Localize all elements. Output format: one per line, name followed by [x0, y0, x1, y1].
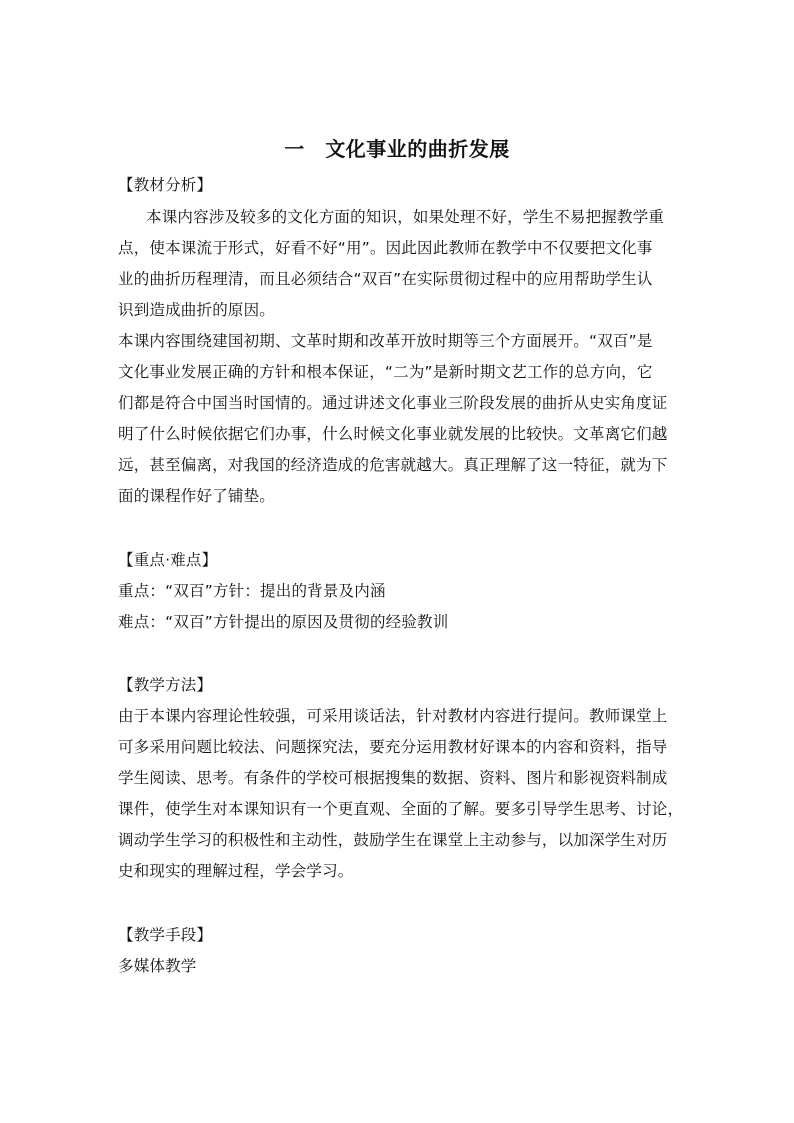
- page-title: 一 文化事业的曲折发展: [284, 137, 510, 161]
- methods-line: 课件，使学生对本课知识有一个更直观、全面的了解。要多引导学生思考、讨论，: [118, 800, 684, 818]
- means-line: 多媒体教学: [118, 957, 197, 975]
- analysis-line: 面的课程作好了铺垫。: [118, 487, 276, 505]
- analysis-line: 本课内容围绕建国初期、文革时期和改革开放时期等三个方面展开。“双百”是: [118, 332, 653, 350]
- methods-line: 学生阅读、思考。有条件的学校可根据搜集的数据、资料、图片和影视资料制成: [118, 769, 668, 787]
- analysis-line: 本课内容涉及较多的文化方面的知识，如果处理不好，学生不易把握教学重: [146, 208, 665, 226]
- methods-line: 由于本课内容理论性较强，可采用谈话法，针对教材内容进行提问。教师课堂上: [118, 707, 668, 725]
- methods-line: 史和现实的理解过程，学会学习。: [118, 862, 354, 880]
- analysis-line: 明了什么时候依据它们办事，什么时候文化事业就发展的比较快。文革离它们越: [118, 425, 668, 443]
- methods-line: 调动学生学习的积极性和主动性，鼓励学生在课堂上主动参与，以加深学生对历: [118, 831, 668, 849]
- keypoint-line: 重点：“双百”方针：提出的背景及内涵: [118, 582, 386, 600]
- section-heading-means: 【教学手段】: [118, 926, 213, 944]
- analysis-line: 们都是符合中国当时国情的。通过讲述文化事业三阶段发展的曲折从史实角度证: [118, 394, 668, 412]
- section-heading-keypoints: 【重点·难点】: [118, 551, 218, 569]
- methods-line: 可多采用问题比较法、问题探究法，要充分运用教材好课本的内容和资料，指导: [118, 738, 668, 756]
- section-heading-analysis: 【教材分析】: [118, 176, 213, 194]
- analysis-line: 业的曲折历程理清，而且必须结合“双百”在实际贯彻过程中的应用帮助学生认: [118, 270, 653, 288]
- analysis-line: 识到造成曲折的原因。: [118, 301, 276, 319]
- analysis-line: 远，甚至偏离，对我国的经济造成的危害就越大。真正理解了这一特征，就为下: [118, 456, 668, 474]
- difficulty-line: 难点：“双百”方针提出的原因及贯彻的经验教训: [118, 613, 449, 631]
- analysis-line: 文化事业发展正确的方针和根本保证，“二为”是新时期文艺工作的总方向，它: [118, 363, 653, 381]
- analysis-line: 点，使本课流于形式，好看不好“用”。因此因此教师在教学中不仅要把文化事: [118, 239, 653, 257]
- section-heading-methods: 【教学方法】: [118, 676, 213, 694]
